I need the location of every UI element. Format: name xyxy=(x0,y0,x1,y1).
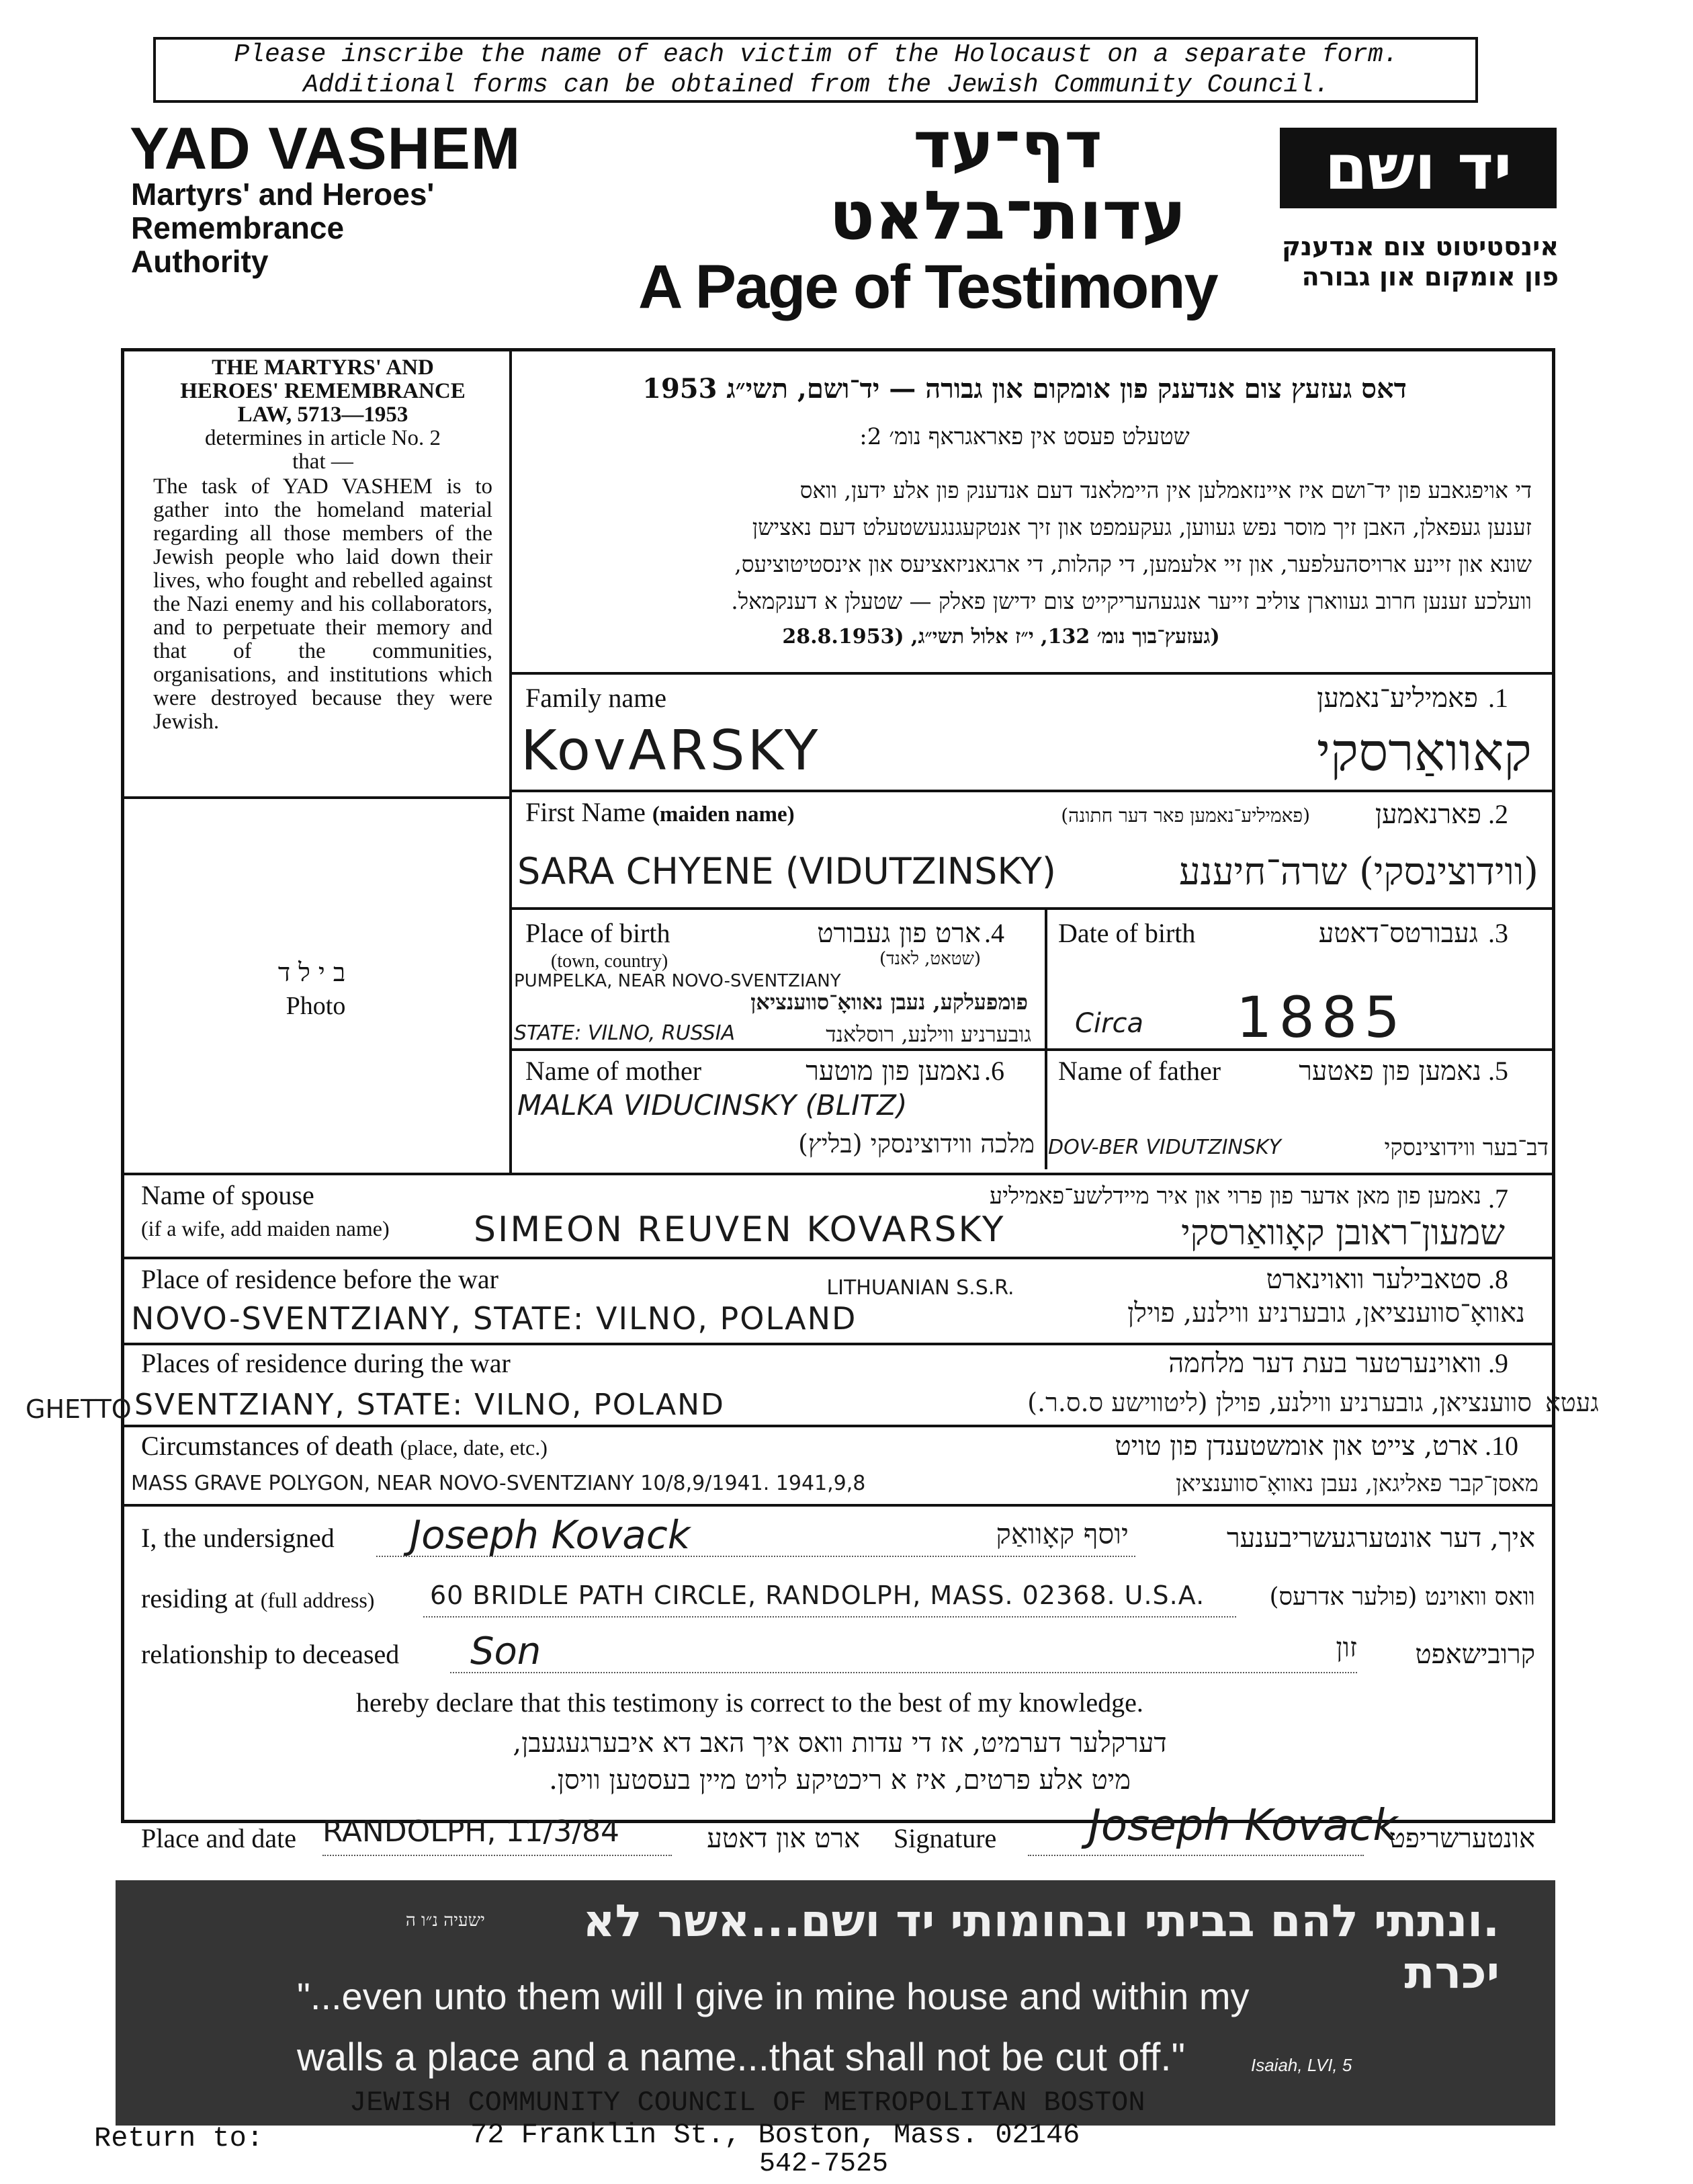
rule-after-residence-during xyxy=(121,1425,1555,1427)
banner-quote-line-1: "...even unto them will I give in mine house and within my xyxy=(297,1975,1250,2017)
yad-vashem-logo xyxy=(1280,128,1557,208)
yiddish-title-1: דף־עד xyxy=(913,108,1102,183)
birth-divider xyxy=(1045,907,1047,1169)
mother-label-yiddish: נאמען פון מוטער xyxy=(806,1056,981,1087)
first-name-label-note: (maiden name) xyxy=(652,802,795,827)
declaration-yiddish-2: מיט אלע פרטים, איז א ריכטיקע לויט מיין בעסטען וויסן. xyxy=(549,1765,1131,1796)
place-of-birth-value-2: STATE: VILNO, RUSSIA xyxy=(514,1021,736,1045)
spouse-label-yiddish: נאמען פון מאן אדער פון פרוי און איר מיידלשע־פאמיליע xyxy=(989,1183,1481,1210)
death-label xyxy=(141,1430,548,1462)
residence-during-value: SVENTZIANY, STATE: VILNO, POLAND xyxy=(134,1388,725,1422)
law-photo-divider xyxy=(121,796,511,799)
law-yiddish-subtitle: שטעלט פעסט אין פאראגראף נומ׳ 2: xyxy=(859,423,1190,450)
father-num: .5 xyxy=(1488,1056,1508,1086)
family-name-label-yiddish: פאמיליע־נאמען xyxy=(1317,683,1478,714)
relationship-line xyxy=(450,1672,1357,1673)
family-name-value: KovARSKY xyxy=(521,719,821,783)
relationship-value-yiddish: זון xyxy=(1336,1632,1357,1663)
address-label-note: (full address) xyxy=(260,1588,375,1612)
residence-during-label-yiddish: וואוינערטער בעת דער מלחמה xyxy=(1168,1348,1481,1379)
first-name-label-yiddish-note: (פאמיליע־נאמען פאר דער חתונה) xyxy=(1061,804,1310,827)
banner-hebrew: .ונתתי להם בביתי ובחומותי יד ושם...אשר לא יכרת xyxy=(582,1895,1500,1999)
residence-before-label: Place of residence before the war xyxy=(141,1264,498,1294)
death-num: .10 xyxy=(1485,1431,1518,1461)
rule-after-birth xyxy=(509,1048,1555,1051)
spouse-value-yiddish: שמעון־ראובן קאָוואַרסקי xyxy=(1181,1213,1505,1253)
relationship-label-yiddish: קרובישאפט xyxy=(1415,1639,1535,1670)
father-value: DOV-BER VIDUTZINSKY xyxy=(1048,1136,1282,1159)
rule-after-law xyxy=(509,672,1555,675)
signature-line xyxy=(1028,1855,1364,1856)
date-of-birth-label: Date of birth xyxy=(1058,918,1196,948)
org-subtitle-3: Authority xyxy=(131,244,269,279)
residence-before-value-yiddish: נאוואָ־סווענציאן, גובערניע ווילנע, פוילן xyxy=(1127,1298,1525,1329)
first-name-num: .2 xyxy=(1488,799,1508,829)
undersigned-line xyxy=(376,1556,1135,1557)
law-yiddish-line-5: (געזעץ־בוך נומ׳ 132, י״ז אלול תשי״ג, (28.8.1953 xyxy=(782,625,1220,648)
place-of-birth-label-yiddish-note: (שטאט, לאנד) xyxy=(879,949,981,969)
law-yiddish-line-4: וועלכע זענען חרוב געווארן צוליב זייער אנגעהעריקייט צום ידישן פאלק — שטעלן א דענקמאל. xyxy=(731,588,1532,614)
place-date-value: RANDOLPH, 11/3/84 xyxy=(322,1814,620,1849)
first-name-value: SARA CHYENE (VIDUTZINSKY) xyxy=(517,850,1056,892)
address-label-text: residing at xyxy=(141,1583,254,1613)
photo-label-yiddish: בילד xyxy=(277,958,354,987)
banner-reference-hebrew: ישעיה נ״ו ה xyxy=(405,1910,485,1931)
death-value: MASS GRAVE POLYGON, NEAR NOVO-SVENTZIANY 10/8,9/1941. 1941,9,8 xyxy=(131,1472,866,1495)
yiddish-title-2: עדות־בלאט xyxy=(829,176,1186,255)
footer-address: 72 Franklin St., Boston, Mass. 02146 xyxy=(470,2119,1080,2151)
residence-during-suffix-yiddish: געטא xyxy=(1545,1388,1599,1417)
address-label-yiddish: וואס וואוינט (פולער אדרעס) xyxy=(1269,1583,1535,1611)
undersigned-value-yiddish: יוסף קאָוואַק xyxy=(996,1517,1129,1550)
first-name-label-text: First Name xyxy=(525,797,646,827)
signature-label-yiddish: אונטערשריפט xyxy=(1389,1823,1535,1854)
relationship-label: relationship to deceased xyxy=(141,1639,400,1669)
place-of-birth-num: .4 xyxy=(984,918,1004,948)
footer-return-to: Return to: xyxy=(94,2122,264,2154)
law-yiddish-line-3: שונא און זיינע ארויסהעלפער, און זיי אלעמען, די קהלות, די ארגאניזאציעס און אינסטיטוציעס, xyxy=(734,551,1532,577)
address-line xyxy=(423,1616,1236,1618)
photo-label: Photo xyxy=(286,992,346,1020)
footer-org: JEWISH COMMUNITY COUNCIL OF METROPOLITAN BOSTON xyxy=(349,2087,1145,2119)
residence-during-label: Places of residence during the war xyxy=(141,1348,511,1378)
law-heading-4: determines in article No. 2 xyxy=(205,426,441,450)
rule-after-death xyxy=(121,1504,1555,1507)
residence-during-prefix: GHETTO xyxy=(26,1394,132,1424)
residence-before-annotation: LITHUANIAN S.S.R. xyxy=(826,1276,1014,1300)
law-yiddish-title: דאס געזעץ צום אנדענק פון אומקום און גבורה — יד־ושם, תשי״ג 1953 xyxy=(642,373,1407,405)
family-name-num: .1 xyxy=(1488,683,1508,713)
logo-text: יד ושם xyxy=(1324,132,1512,204)
signature-label: Signature xyxy=(894,1823,997,1853)
undersigned-value: Joseph Kovack xyxy=(410,1512,691,1558)
law-heading-2: HEROES' REMEMBRANCE xyxy=(180,379,466,403)
family-name-value-yiddish: קאוואַרסקי xyxy=(1316,722,1532,783)
first-name-label-yiddish: פארנאמען xyxy=(1375,799,1481,830)
law-text xyxy=(153,356,492,734)
law-yiddish-line-1: די אויפגאבע פון יד־ושם איז איינזאמלען אין היימלאנד דעם אנדענק פון אלע ידען, וואס xyxy=(799,477,1532,503)
place-date-label-yiddish: ארט און דאטע xyxy=(707,1823,860,1854)
notice-line-2: Additional forms can be obtained from the Jewish Community Council. xyxy=(303,71,1330,99)
residence-before-num: .8 xyxy=(1488,1264,1508,1294)
mother-value-yiddish: מלכה ווידוצינסקי (בליץ) xyxy=(798,1129,1035,1159)
rule-after-parents xyxy=(121,1173,1555,1175)
father-value-yiddish: דב־בער ווידוצינסקי xyxy=(1384,1134,1549,1161)
footer-phone: 542-7525 xyxy=(759,2149,889,2179)
law-body: The task of YAD VASHEM is to gather into the homeland material regarding all those members of the Jewish people who laid down their lives, who fought and rebelled against the Nazi enemy and his collaborators, and to perpetuate their memory and that of the communities, organisations, and institutions which were destroyed because they were Jewish. xyxy=(153,474,492,734)
banner-reference: Isaiah, LVI, 5 xyxy=(1251,2055,1352,2075)
death-label-note: (place, date, etc.) xyxy=(400,1435,548,1460)
father-label-yiddish: נאמען פון פאטער xyxy=(1299,1056,1481,1087)
law-yiddish-line-2: זענען געפאלן, האבן זיך מוסר נפש געווען, געקעמפט און זיך אנטקעגנגעשטעלט דעם נאצישן xyxy=(752,514,1532,540)
banner-quote-line-2: walls a place and a name...that shall not be cut off." xyxy=(297,2035,1186,2079)
rule-after-residence-before xyxy=(121,1343,1555,1345)
address-label xyxy=(141,1583,374,1614)
place-of-birth-value-yiddish-2: גובערניע ווילנע, רוסלאנד xyxy=(826,1021,1031,1047)
rule-after-family-name xyxy=(509,790,1555,792)
first-name-label xyxy=(525,796,795,828)
place-of-birth-label: Place of birth xyxy=(525,918,670,948)
date-of-birth-num: .3 xyxy=(1488,918,1508,948)
residence-before-label-yiddish: סטאבילער וואוינארט xyxy=(1266,1264,1481,1295)
declaration-text: hereby declare that this testimony is correct to the best of my knowledge. xyxy=(356,1687,1143,1718)
org-subtitle-2: Remembrance xyxy=(131,210,345,245)
institute-line-1: אינסטיטוט צום אנדענק xyxy=(1281,232,1559,261)
residence-before-value: NOVO-SVENTZIANY, STATE: VILNO, POLAND xyxy=(131,1300,857,1337)
place-of-birth-label-note: (town, country) xyxy=(551,951,668,972)
place-of-birth-value-yiddish-1: פומפעלקע, נעבן נאוואָ־סווענציאן xyxy=(750,989,1028,1015)
address-value: 60 BRIDLE PATH CIRCLE, RANDOLPH, MASS. 02368. U.S.A. xyxy=(430,1581,1205,1610)
org-title: YAD VASHEM xyxy=(130,115,521,181)
undersigned-label-yiddish: איך, דער אונטערגעשריבענער xyxy=(1226,1523,1535,1554)
rule-after-spouse xyxy=(121,1257,1555,1259)
spouse-num: .7 xyxy=(1488,1183,1508,1214)
date-of-birth-value: 1885 xyxy=(1236,984,1407,1050)
family-name-label: Family name xyxy=(525,683,666,713)
place-date-line xyxy=(322,1855,672,1856)
death-value-yiddish: מאסן־קבר פאליגאן, נעבן נאוואָ־סווענציאן xyxy=(1176,1470,1538,1497)
spouse-label: Name of spouse xyxy=(141,1180,314,1210)
residence-during-num: .9 xyxy=(1488,1348,1508,1378)
date-of-birth-label-yiddish: געבורטס־דאטע xyxy=(1318,918,1478,949)
place-of-birth-label-yiddish: ארט פון געבורט xyxy=(817,918,981,949)
law-heading-1: THE MARTYRS' AND xyxy=(212,355,434,380)
place-date-label: Place and date xyxy=(141,1823,296,1853)
org-subtitle-1: Martyrs' and Heroes' xyxy=(131,177,435,212)
date-of-birth-circa: Circa xyxy=(1075,1008,1143,1039)
place-of-birth-value-1: PUMPELKA, NEAR NOVO-SVENTZIANY xyxy=(514,971,841,991)
death-label-yiddish: ארט, צייט און אומשטענדן פון טויט xyxy=(1115,1431,1478,1462)
father-label: Name of father xyxy=(1058,1056,1221,1086)
spouse-label-note: (if a wife, add maiden name) xyxy=(141,1216,390,1241)
notice-line-1: Please inscribe the name of each victim of the Holocaust on a separate form. xyxy=(234,40,1399,69)
institute-line-2: פון אומקום און גבורה xyxy=(1301,262,1559,292)
mother-num: .6 xyxy=(984,1056,1004,1086)
spouse-value: SIMEON REUVEN KOVARSKY xyxy=(474,1210,1006,1250)
mother-label: Name of mother xyxy=(525,1056,702,1086)
law-heading-3: LAW, 5713—1953 xyxy=(237,403,408,427)
relationship-value: Son xyxy=(470,1630,541,1673)
declaration-yiddish-1: דערקלער דערמיט, אז די עדות וואס איך האב דא איבערגעגעבן, xyxy=(513,1728,1167,1759)
law-heading-5: that — xyxy=(292,450,353,474)
page-title: A Page of Testimony xyxy=(638,253,1217,321)
residence-during-value-yiddish: סווענציאן, גובערניע ווילנע, פוילן (ליטווישע ס.ס.ר.) xyxy=(1027,1388,1532,1417)
rule-after-first-name xyxy=(509,907,1555,910)
signature-value: Joseph Kovack xyxy=(1088,1801,1398,1851)
first-name-value-yiddish: (ווידוצינסקי) שרה־חיענע xyxy=(1178,850,1538,894)
undersigned-label: I, the undersigned xyxy=(141,1523,335,1553)
death-label-text: Circumstances of death xyxy=(141,1431,394,1461)
mother-value: MALKA VIDUCINSKY (BLITZ) xyxy=(517,1089,908,1122)
